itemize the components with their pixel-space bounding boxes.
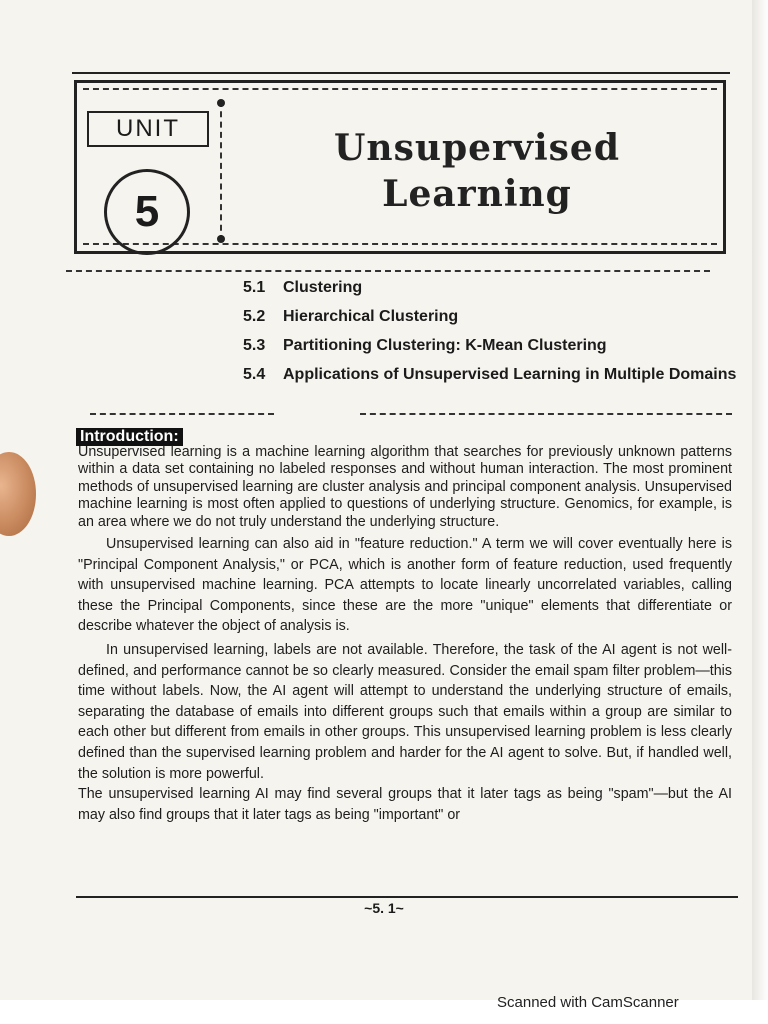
page-number: ~5. 1~ [364,900,404,916]
toc-number: 5.2 [243,308,266,325]
top-rule [72,72,730,74]
dashed-separator-right [360,413,732,415]
finger-shadow [0,452,36,536]
scanner-watermark: Scanned with CamScanner [497,994,679,1011]
header-dashed-top [83,88,717,90]
toc-title: Applications of Unsupervised Learning in Multiple Domains [283,366,737,383]
paragraph: In unsupervised learning, labels are not available. Therefore, the task of the AI agent is not well-defined, and performance cannot be so clearly measured. Consider the email spam filter problem—this time without labels. Now, the AI agent will attempt to understand the underlying structure of emails, separating the database of emails into different groups such that emails within a group are similar to each other but different from emails in other groups. This unsupervised learning problem is less clearly defined than the supervised learning problem and harder for the AI agent to solve. But, if handled well, the solution is more powerful. [78,642,732,782]
unit-title-line2: Learning [382,173,572,215]
unit-title-line1: Unsupervised [334,127,620,169]
paragraph: The unsupervised learning AI may find several groups that it later tags as being "spam"—but the AI may also find groups that it later tags as being "important" or [78,786,732,823]
toc-item [243,307,743,336]
introduction-body [78,444,732,825]
divider-dot-bottom [217,235,225,243]
page-edge [752,0,768,1000]
table-of-contents [243,278,743,423]
paragraph: Unsupervised learning can also aid in "feature reduction." A term we will cover eventually here is "Principal Component Analysis," or PCA, which is another form of feature reduction, used frequently with unsupervised machine learning. PCA attempts to locate linearly uncorrelated variables, calling these the Principal Components, since these are the more "unique" elements that differentiate or describe whatever the object of analysis is. [78,536,732,635]
paragraph: Unsupervised learning is a machine learning algorithm that searches for previously unknown patterns within a data set containing no labeled responses and without human interaction. The most prominent methods of unsupervised learning are cluster analysis and principal component analysis. Unsupervised machine learning is most often applied to questions of underlying structure. Genomics, for example, is an area where we do not truly understand the underlying structure. [78,444,732,530]
toc-item [243,336,743,365]
header-divider [220,101,222,241]
dashed-separator-left [90,413,274,415]
divider-dot-top [217,99,225,107]
toc-title: Partitioning Clustering: K-Mean Clustering [283,337,607,354]
dashed-separator-top [66,270,710,272]
toc-item [243,278,743,307]
footer-rule [76,896,738,898]
toc-number: 5.4 [243,366,266,383]
unit-label: UNIT [87,111,209,147]
toc-number: 5.3 [243,337,266,354]
unit-title [297,125,657,217]
toc-title: Clustering [283,279,363,296]
toc-number: 5.1 [243,279,266,296]
unit-number: 5 [104,169,190,255]
unit-header-box [74,80,726,254]
introduction-heading: Introduction: [76,428,183,446]
toc-title: Hierarchical Clustering [283,308,459,325]
header-dashed-bottom [83,243,717,245]
